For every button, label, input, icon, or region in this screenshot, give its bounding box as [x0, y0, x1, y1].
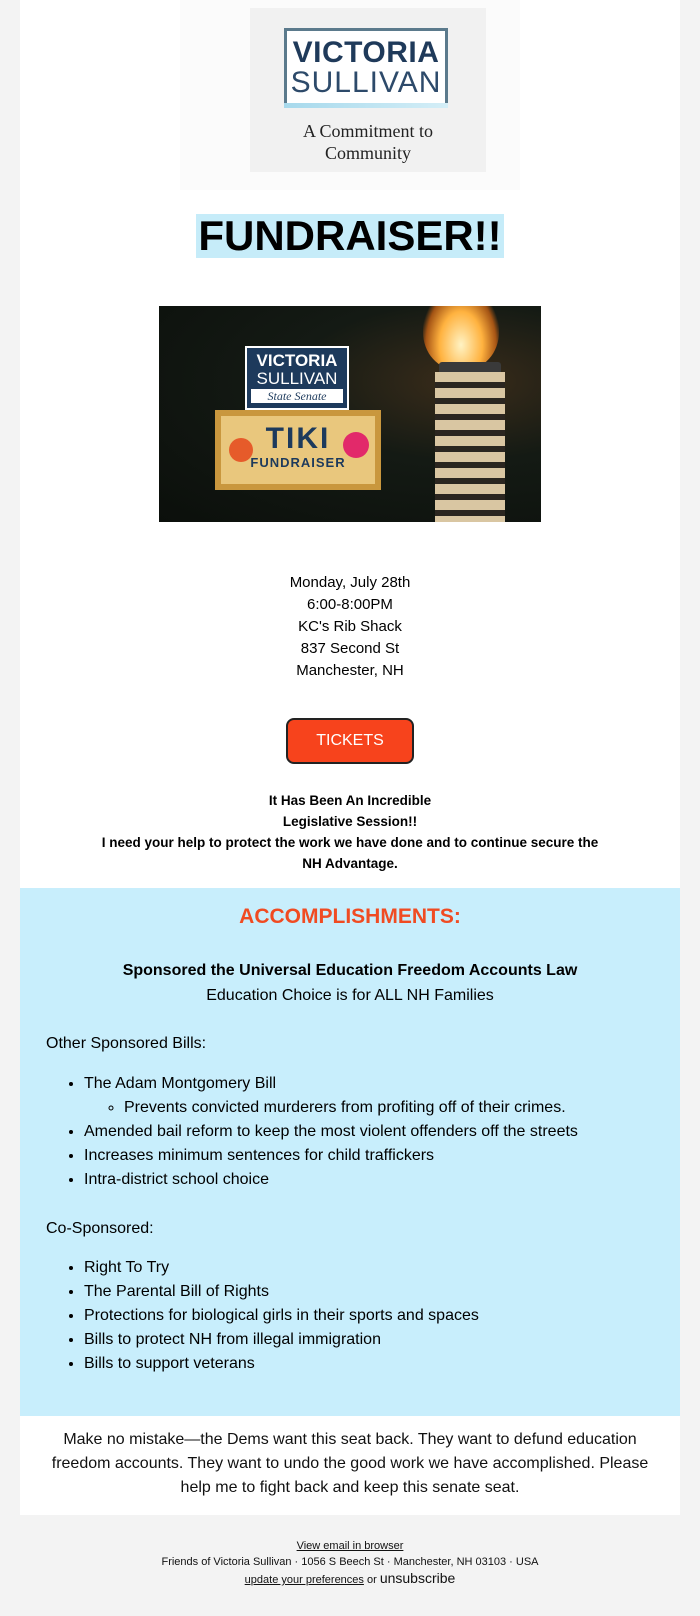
- other-bills-label: Other Sponsored Bills:: [46, 1035, 207, 1052]
- list-item: • The Parental Bill of Rights: [84, 1280, 479, 1304]
- list-item: • Intra-district school choice: [84, 1168, 578, 1192]
- torch-flame: [423, 306, 499, 370]
- accomplishments-title: ACCOMPLISHMENTS:: [239, 905, 461, 928]
- tiki-sign-title: TIKI: [265, 422, 331, 455]
- mailing-address: Friends of Victoria Sullivan · 1056 S Beech St · Manchester, NH 03103 · USA: [161, 1556, 539, 1568]
- headline-text: FUNDRAISER!!: [198, 212, 502, 259]
- tickets-button[interactable]: TICKETS: [286, 718, 414, 764]
- logo: [250, 8, 486, 172]
- email-card: [20, 0, 680, 1515]
- intro-message: [20, 790, 680, 874]
- sub-list: [84, 1096, 578, 1120]
- other-bills-list: [46, 1072, 578, 1192]
- logo-wordmark: [284, 28, 448, 108]
- logo-last-name: SULLIVAN: [290, 66, 442, 99]
- logo-first-name: VICTORIA: [292, 36, 440, 69]
- list-item: • Increases minimum sentences for child traffickers: [84, 1144, 578, 1168]
- hero-logo-line-1: VICTORIA: [256, 351, 338, 370]
- hibiscus-icon: [343, 432, 369, 458]
- event-date: Monday, July 28th: [289, 574, 411, 591]
- list-item: • Bills to protect NH from illegal immigration: [84, 1328, 479, 1352]
- email-footer: [0, 1538, 700, 1588]
- update-preferences-link[interactable]: update your preferences: [244, 1574, 364, 1586]
- view-in-browser-link[interactable]: View email in browser: [296, 1540, 404, 1552]
- headline: [20, 214, 680, 258]
- event-city: Manchester, NH: [296, 662, 404, 679]
- list-item: • Bills to support veterans: [84, 1352, 479, 1376]
- logo-underline: [284, 103, 448, 108]
- logo-tagline: [250, 120, 486, 164]
- event-details: [20, 572, 680, 682]
- unsubscribe-link[interactable]: unsubscribe: [379, 1570, 456, 1586]
- tagline-line-2: Community: [324, 143, 411, 163]
- event-street: 837 Second St: [300, 640, 400, 657]
- intro-line-4: NH Advantage.: [302, 856, 398, 871]
- tiki-sign-subtitle: FUNDRAISER: [250, 455, 346, 470]
- sponsored-law: Sponsored the Universal Education Freedom Accounts Law: [122, 962, 578, 979]
- tagline-line-1: A Commitment to: [302, 121, 433, 141]
- tiki-torch: [435, 372, 505, 522]
- hero-logo-line-2: SULLIVAN: [256, 369, 338, 388]
- intro-line-3: I need your help to protect the work we have done and to continue secure the: [101, 835, 599, 850]
- list-item: • Protections for biological girls in their sports and spaces: [84, 1304, 479, 1328]
- event-time: 6:00-8:00PM: [307, 596, 393, 613]
- hero-logo: [245, 346, 349, 410]
- logo-banner: [180, 0, 520, 190]
- hero-logo-line-3: State Senate: [251, 389, 343, 403]
- list-item: [84, 1072, 578, 1120]
- list-item: • Amended bail reform to keep the most violent offenders off the streets: [84, 1120, 578, 1144]
- hibiscus-icon: [229, 438, 253, 462]
- closing-message: Make no mistake—the Dems want this seat back. They want to defund education freedom accounts. They want to undo the good work we have accomplished. Please help me to fight back and keep this senate seat.: [51, 1431, 649, 1496]
- intro-line-1: It Has Been An Incredible: [268, 793, 432, 808]
- list-item: ◦ Prevents convicted murderers from profiting off of their crimes.: [124, 1096, 578, 1120]
- sponsored-law-subtitle: Education Choice is for ALL NH Families: [206, 987, 494, 1004]
- event-venue: KC's Rib Shack: [298, 618, 402, 635]
- co-sponsored-label: Co-Sponsored:: [46, 1220, 154, 1237]
- hero-image: [159, 306, 541, 522]
- intro-line-2: Legislative Session!!: [282, 814, 418, 829]
- list-item: • Right To Try: [84, 1256, 479, 1280]
- footer-or: or: [366, 1574, 377, 1586]
- co-sponsored-list: [46, 1256, 479, 1376]
- list-item-text: The Adam Montgomery Bill: [84, 1075, 277, 1092]
